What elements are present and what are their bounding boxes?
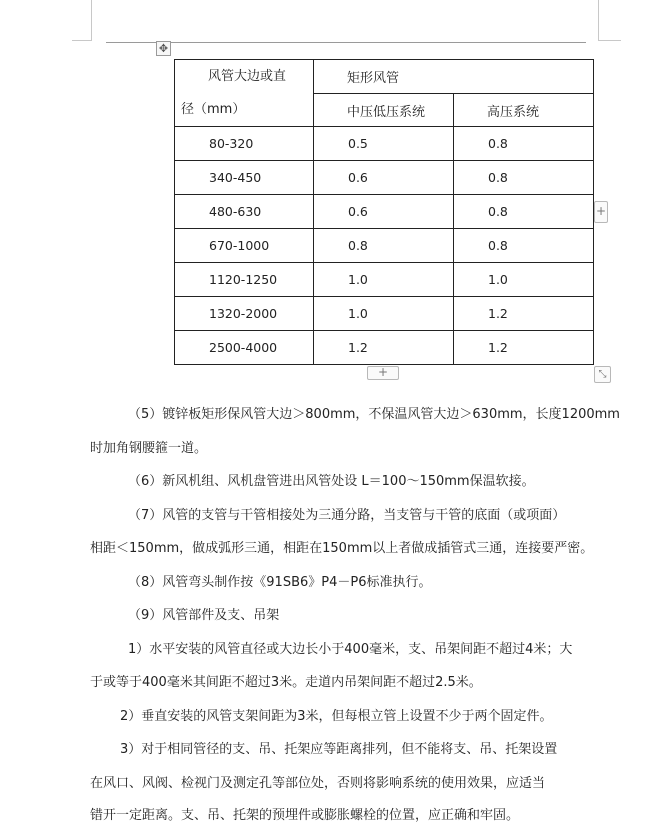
cell-mid-low: 0.6 [314, 195, 454, 229]
cell-size: 340-450 [175, 161, 314, 195]
duct-thickness-table [174, 59, 594, 365]
cell-high: 0.8 [454, 127, 594, 161]
item-1-line2: 于或等于400毫米其间距不超过3米。走道内吊架间距不超过2.5米。 [90, 675, 482, 690]
header-high-pressure: 高压系统 [454, 94, 594, 127]
cell-high: 1.2 [454, 331, 594, 365]
table-row [175, 331, 594, 365]
item-3-line2: 在风口、风阀、检视门及测定孔等部位处，否则将影响系统的使用效果，应适当 [90, 776, 546, 791]
paragraph-8: （8）风管弯头制作按《91SB6》P4－P6标准执行。 [128, 575, 432, 590]
header-rule [106, 42, 586, 43]
crop-mark-top-left [72, 0, 92, 41]
header-duct-size-line2: 径（mm） [181, 102, 246, 117]
cell-high: 1.2 [454, 297, 594, 331]
header-duct-size [175, 60, 314, 127]
paragraph-5-line2: 时加角钢腰箍一道。 [90, 441, 208, 456]
cell-mid-low: 1.0 [314, 263, 454, 297]
move-icon[interactable]: ✥ [156, 41, 171, 56]
cell-high: 0.8 [454, 161, 594, 195]
table-row [175, 195, 594, 229]
table-row [175, 229, 594, 263]
cell-high: 0.8 [454, 229, 594, 263]
table-row [175, 263, 594, 297]
cell-size: 1120-1250 [175, 263, 314, 297]
table-resize-icon[interactable]: ⤡ [594, 366, 611, 383]
cell-mid-low: 0.8 [314, 229, 454, 263]
cell-mid-low: 1.0 [314, 297, 454, 331]
paragraph-9: （9）风管部件及支、吊架 [128, 608, 280, 623]
item-3-line3: 错开一定距离。支、吊、托架的预埋件或膨胀螺栓的位置，应正确和牢固。 [90, 808, 520, 823]
add-row-button[interactable]: + [367, 366, 399, 380]
cell-size: 670-1000 [175, 229, 314, 263]
paragraph-7-line1: （7）风管的支管与干管相接处为三通分路，当支管与干管的底面（或项面） [128, 508, 566, 523]
table-row [175, 127, 594, 161]
cell-mid-low: 1.2 [314, 331, 454, 365]
cell-size: 480-630 [175, 195, 314, 229]
cell-size: 2500-4000 [175, 331, 314, 365]
crop-mark-top-right [598, 0, 621, 41]
cell-size: 1320-2000 [175, 297, 314, 331]
cell-mid-low: 0.5 [314, 127, 454, 161]
paragraph-5-line1: （5）镀锌板矩形保风管大边＞800mm，不保温风管大边＞630mm，长度1200mm [128, 407, 620, 422]
table-row [175, 161, 594, 195]
cell-mid-low: 0.6 [314, 161, 454, 195]
item-1-line1: 1）水平安装的风管直径或大边长小于400毫米，支、吊架间距不超过4米；大 [128, 642, 573, 657]
item-2: 2）垂直安装的风管支架间距为3米，但每根立管上设置不少于两个固定件。 [120, 709, 553, 724]
table-row [175, 297, 594, 331]
add-column-button[interactable]: + [594, 201, 608, 223]
header-mid-low-pressure: 中压低压系统 [314, 94, 454, 127]
item-3-line1: 3）对于相同管径的支、吊、托架应等距离排列，但不能将支、吊、托架设置 [120, 742, 558, 757]
header-rectangular-duct: 矩形风管 [314, 60, 594, 94]
paragraph-7-line2: 相距＜150mm，做成弧形三通，相距在150mm以上者做成插管式三通，连接要严密。 [90, 541, 594, 556]
cell-size: 80-320 [175, 127, 314, 161]
header-duct-size-line1: 风管大边或直 [208, 69, 287, 84]
cell-high: 0.8 [454, 195, 594, 229]
cell-high: 1.0 [454, 263, 594, 297]
paragraph-6: （6）新风机组、风机盘管进出风管处设 L＝100～150mm保温软接。 [128, 474, 535, 489]
